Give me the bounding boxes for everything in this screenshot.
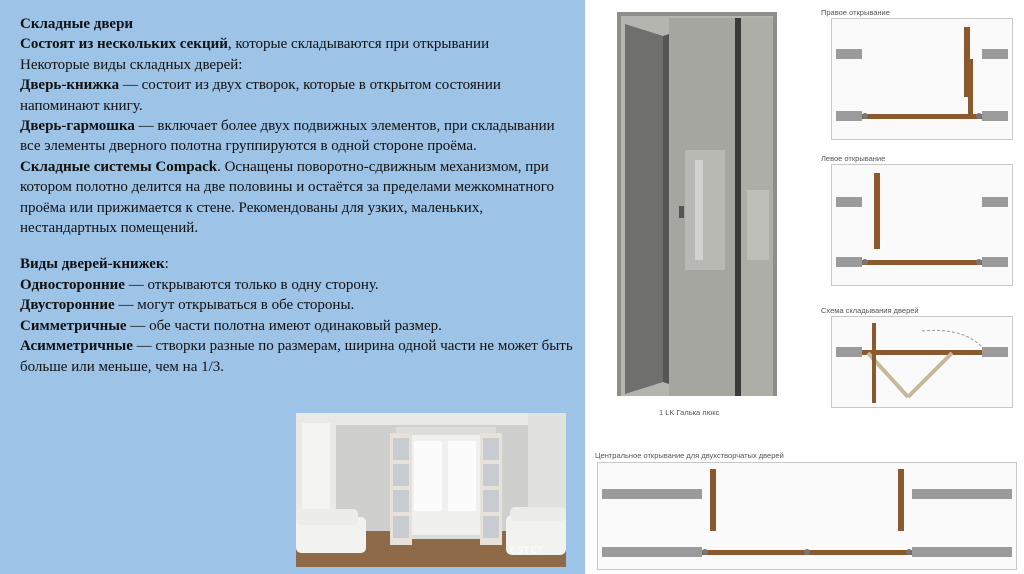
para-book-door: Дверь-книжка — состоит из двух створок, которые в открытом состоянии напоминают книгу. xyxy=(20,77,501,114)
para-symmetric: Симметричные — обе части полотна имеют одинаковый размер. xyxy=(20,317,442,334)
para-types-intro: Некоторые виды складных дверей: xyxy=(20,56,243,73)
para-compack: Складные системы Compack. Оснащены поворотно-сдвижным механизмом, при котором полотно делится на две половины и остаётся за пределами межкомнатного проёма или прижимается к стене. Рекомендованы для узких, маленьких, нестандартных помещений. xyxy=(20,158,555,237)
door-caption: 1 LK Галька люкс xyxy=(659,408,720,417)
para-two-sided: Двусторонние — могут открываться в обе стороны. xyxy=(20,297,355,314)
right-opening-caption: Правое открывание xyxy=(821,8,890,17)
photo-logo: ESTET xyxy=(510,545,545,555)
central-opening-caption: Центральное открывание для двухстворчатых дверей xyxy=(595,451,784,460)
para-asymmetric: Асимметричные — створки разные по размерам, ширина одной части не может быть больше или меньше, чем на 1/3. xyxy=(20,338,573,375)
left-opening-diagram xyxy=(831,164,1013,286)
folding-scheme-caption: Схема складывания дверей xyxy=(821,306,919,315)
folding-door-image xyxy=(615,10,779,417)
para-accordion-door: Дверь-гармошка — включает более двух подвижных элементов, при складывании все элементы дверного полотна группируются в одной стороне проёма. xyxy=(20,118,555,155)
left-opening-caption: Левое открывание xyxy=(821,154,886,163)
text-block xyxy=(20,14,575,377)
para-sections: Состоят из нескольких секций, которые складываются при открывании xyxy=(20,36,490,53)
right-opening-diagram xyxy=(831,18,1013,140)
diagram-area xyxy=(585,0,1024,574)
title: Складные двери xyxy=(20,16,134,32)
para-book-types: Виды дверей-книжек: xyxy=(20,256,169,273)
central-opening-diagram xyxy=(597,462,1017,570)
folding-scheme-diagram xyxy=(831,316,1013,408)
interior-photo xyxy=(296,413,566,567)
para-one-sided: Односторонние — открываются только в одну сторону. xyxy=(20,276,379,293)
